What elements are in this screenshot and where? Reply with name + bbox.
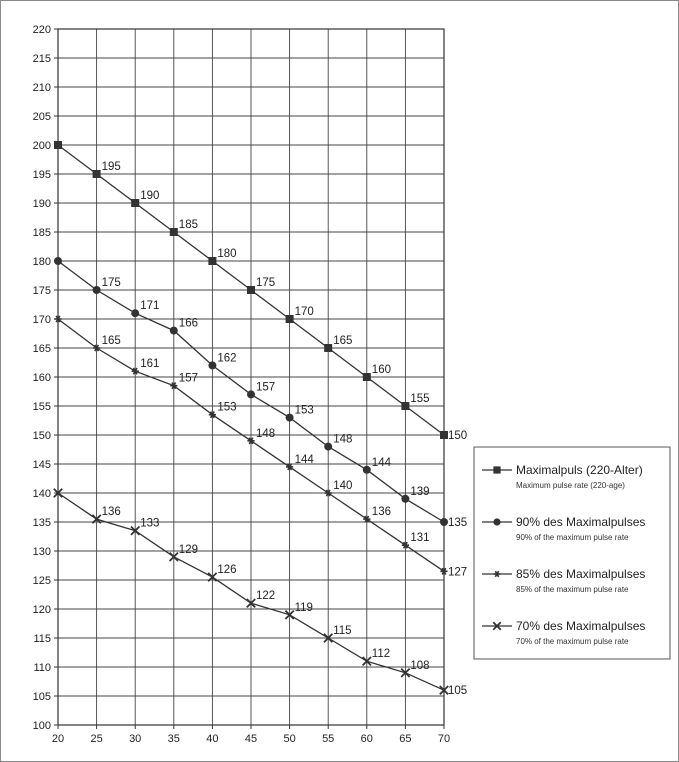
x-tick-label: 50 bbox=[283, 733, 296, 745]
circle-marker bbox=[401, 495, 409, 503]
x-tick-label: 45 bbox=[244, 733, 258, 745]
data-label: 165 bbox=[101, 335, 121, 347]
legend-label: Maximalpuls (220-Alter) bbox=[516, 463, 643, 477]
circle-marker bbox=[131, 309, 139, 317]
y-tick-label: 100 bbox=[32, 720, 51, 732]
legend-sublabel: 85% of the maximum pulse rate bbox=[516, 585, 629, 594]
y-tick-label: 190 bbox=[32, 198, 51, 210]
data-label: 148 bbox=[333, 433, 353, 446]
data-label: 165 bbox=[333, 335, 353, 347]
data-label: 155 bbox=[410, 393, 430, 405]
data-label: 160 bbox=[371, 364, 391, 376]
x-tick-label: 40 bbox=[206, 733, 219, 745]
y-tick-label: 155 bbox=[32, 401, 51, 413]
data-label: 122 bbox=[256, 590, 276, 603]
data-label: 112 bbox=[371, 648, 391, 661]
data-label: 126 bbox=[217, 564, 237, 577]
data-label: 127 bbox=[448, 566, 468, 579]
data-label: 133 bbox=[140, 517, 160, 530]
x-tick-label: 70 bbox=[437, 733, 451, 745]
y-tick-label: 220 bbox=[32, 24, 51, 36]
square-marker bbox=[324, 344, 332, 352]
y-tick-label: 205 bbox=[32, 111, 51, 123]
data-label: 175 bbox=[256, 277, 276, 289]
data-label: 119 bbox=[294, 601, 313, 614]
y-tick-label: 180 bbox=[32, 256, 51, 268]
data-label: 150 bbox=[448, 430, 468, 442]
legend-label: 70% des Maximalpulses bbox=[516, 619, 646, 633]
x-tick-label: 65 bbox=[399, 733, 412, 745]
grid bbox=[58, 29, 444, 725]
data-label: 153 bbox=[217, 401, 237, 414]
y-tick-label: 160 bbox=[32, 372, 51, 384]
y-tick-label: 110 bbox=[33, 662, 51, 674]
data-label: 195 bbox=[101, 161, 121, 173]
data-label: 190 bbox=[140, 190, 160, 202]
y-tick-label: 130 bbox=[32, 546, 51, 558]
x-tick-label: 60 bbox=[360, 733, 373, 745]
y-tick-label: 170 bbox=[32, 314, 51, 326]
data-label: 144 bbox=[371, 456, 391, 469]
x-tick-label: 20 bbox=[51, 733, 65, 745]
legend bbox=[474, 447, 670, 659]
x-tick-label: 35 bbox=[167, 733, 180, 745]
circle-marker bbox=[93, 286, 101, 294]
square-marker bbox=[208, 257, 216, 265]
x-tick-label: 30 bbox=[129, 733, 142, 745]
square-marker bbox=[170, 228, 178, 236]
data-label: 170 bbox=[294, 306, 314, 318]
data-label: 136 bbox=[371, 506, 391, 519]
square-marker bbox=[440, 431, 448, 439]
data-label: 136 bbox=[101, 506, 121, 519]
y-tick-label: 195 bbox=[32, 169, 51, 181]
circle-marker bbox=[363, 466, 371, 474]
data-label: 153 bbox=[294, 404, 314, 417]
data-label: 157 bbox=[256, 381, 276, 394]
data-label: 135 bbox=[448, 517, 468, 529]
data-label: 175 bbox=[101, 277, 121, 289]
x-tick-label: 55 bbox=[322, 733, 335, 745]
y-tick-label: 175 bbox=[32, 285, 51, 297]
legend-label: 90% des Maximalpulses bbox=[516, 515, 646, 529]
data-label: 108 bbox=[410, 659, 430, 672]
y-tick-label: 120 bbox=[32, 604, 51, 616]
square-marker bbox=[247, 286, 255, 294]
data-label: 171 bbox=[140, 300, 160, 313]
data-label: 166 bbox=[178, 317, 198, 330]
y-axis-ticks bbox=[33, 24, 58, 732]
data-label: 129 bbox=[178, 543, 198, 556]
circle-marker bbox=[286, 414, 294, 422]
circle-marker bbox=[170, 327, 178, 335]
y-tick-label: 185 bbox=[32, 227, 51, 239]
square-marker bbox=[54, 141, 62, 149]
circle-marker bbox=[440, 518, 448, 526]
y-tick-label: 145 bbox=[32, 459, 51, 471]
data-label: 157 bbox=[178, 372, 198, 385]
square-marker bbox=[363, 373, 371, 381]
circle-marker bbox=[324, 443, 332, 451]
data-label: 180 bbox=[217, 248, 237, 260]
y-tick-label: 115 bbox=[33, 633, 51, 645]
square-marker bbox=[93, 170, 101, 178]
y-tick-label: 105 bbox=[32, 691, 51, 703]
data-label: 185 bbox=[178, 219, 198, 231]
data-label: 139 bbox=[410, 485, 430, 498]
data-label: 140 bbox=[333, 480, 353, 492]
legend-sublabel: Maximum pulse rate (220-age) bbox=[516, 481, 625, 490]
square-marker bbox=[401, 402, 409, 410]
y-tick-label: 140 bbox=[32, 488, 51, 500]
data-label: 162 bbox=[217, 352, 237, 365]
y-tick-label: 210 bbox=[32, 82, 51, 94]
x-tick-label: 25 bbox=[90, 733, 103, 745]
y-tick-label: 200 bbox=[32, 140, 51, 152]
circle-marker bbox=[493, 518, 500, 525]
circle-marker bbox=[208, 361, 216, 369]
data-label: 161 bbox=[140, 358, 160, 371]
y-tick-label: 125 bbox=[32, 575, 51, 587]
data-label: 105 bbox=[448, 685, 468, 698]
circle-marker bbox=[54, 257, 62, 265]
legend-sublabel: 90% of the maximum pulse rate bbox=[516, 533, 629, 542]
legend-sublabel: 70% of the maximum pulse rate bbox=[516, 637, 629, 646]
square-marker bbox=[493, 466, 500, 473]
data-label: 144 bbox=[294, 453, 314, 466]
y-tick-label: 150 bbox=[32, 430, 51, 442]
y-tick-label: 135 bbox=[32, 517, 51, 529]
square-marker bbox=[286, 315, 294, 323]
data-label: 131 bbox=[410, 532, 430, 545]
x-axis-ticks bbox=[52, 725, 450, 745]
y-tick-label: 215 bbox=[32, 53, 51, 65]
y-tick-label: 165 bbox=[32, 343, 51, 355]
data-label: 148 bbox=[256, 427, 276, 440]
legend-label: 85% des Maximalpulses bbox=[516, 567, 646, 581]
data-label: 115 bbox=[333, 625, 352, 637]
square-marker bbox=[131, 199, 139, 207]
circle-marker bbox=[247, 390, 255, 398]
